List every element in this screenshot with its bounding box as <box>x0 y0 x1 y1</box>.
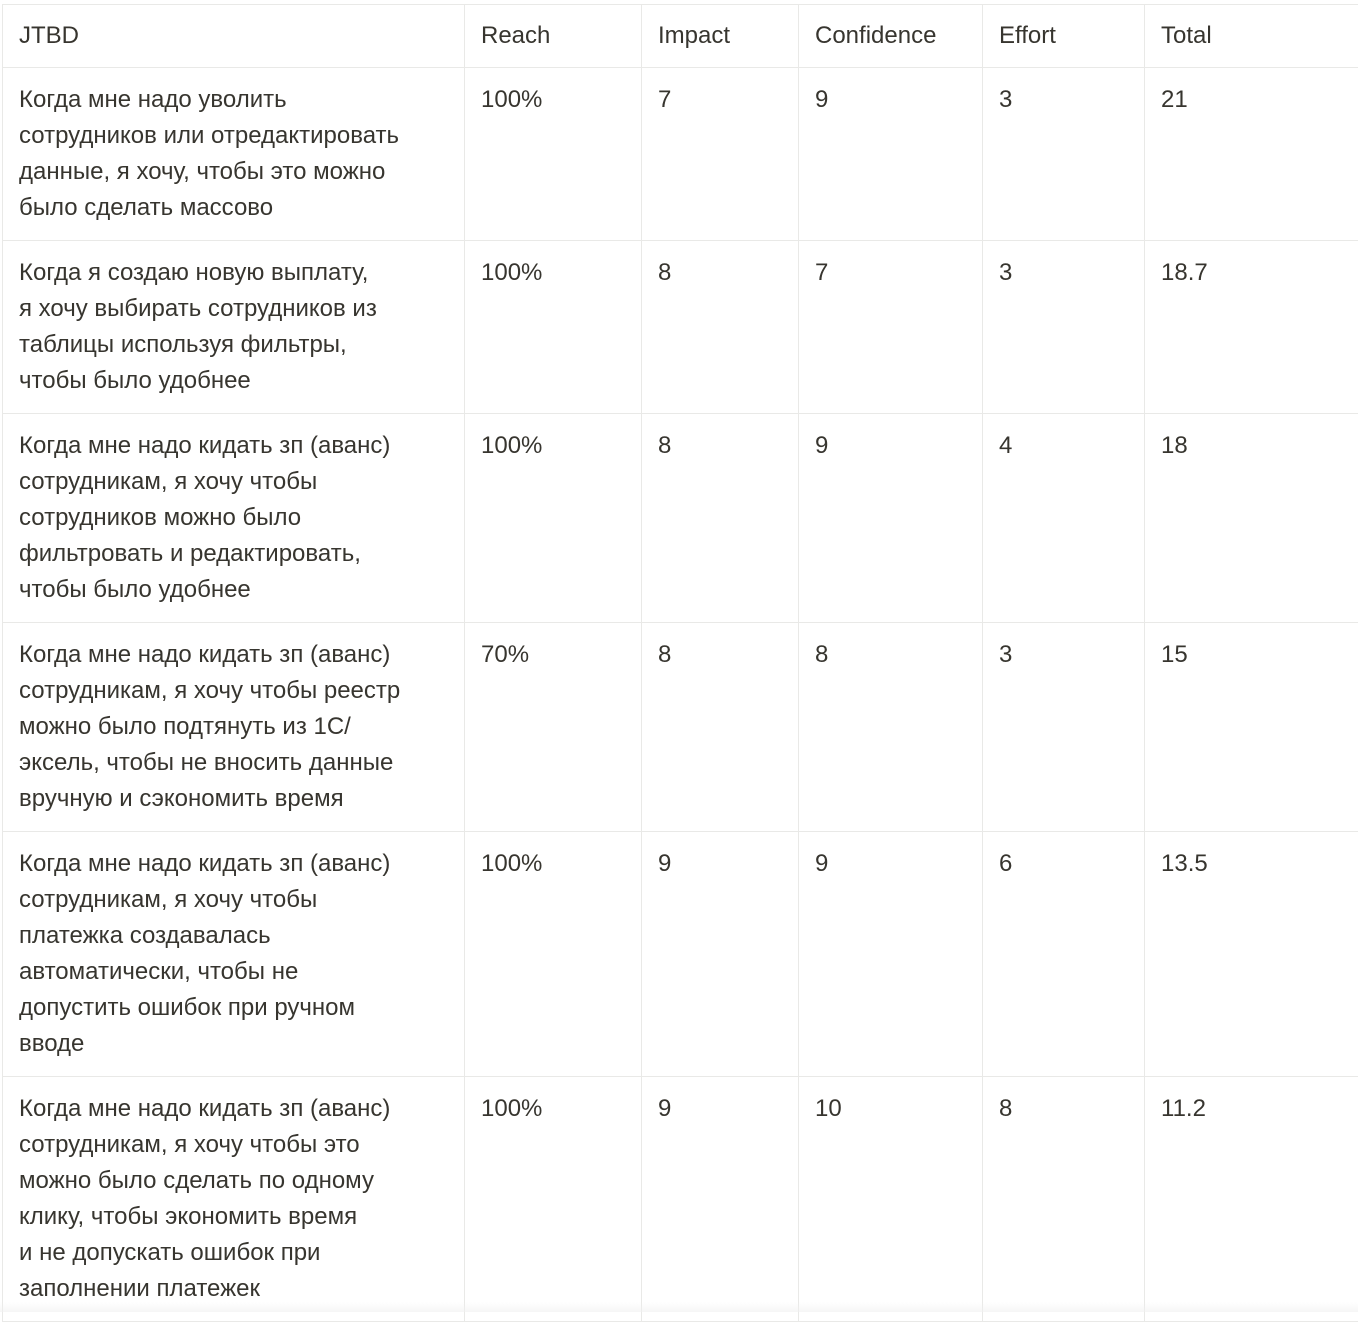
cell-reach[interactable]: 100% <box>465 68 642 241</box>
cell-total[interactable]: 18.7 <box>1145 241 1358 414</box>
cell-reach[interactable]: 100% <box>465 414 642 623</box>
header-jtbd[interactable]: JTBD <box>3 5 465 68</box>
cell-jtbd[interactable]: Когда я создаю новую выплату, я хочу выбирать сотрудников из таблицы используя фильтры, чтобы было удобнее <box>3 241 465 414</box>
cell-impact[interactable]: 9 <box>642 1077 799 1322</box>
cell-jtbd[interactable]: Когда мне надо кидать зп (аванс) сотрудникам, я хочу чтобы платежка создавалась автоматически, чтобы не допустить ошибок при ручном вводе <box>3 832 465 1077</box>
cell-confidence[interactable]: 8 <box>799 623 983 832</box>
cell-jtbd[interactable]: Когда мне надо кидать зп (аванс) сотрудникам, я хочу чтобы сотрудников можно было фильтровать и редактировать, чтобы было удобнее <box>3 414 465 623</box>
cell-effort[interactable]: 6 <box>983 832 1145 1077</box>
table-row <box>3 414 1358 623</box>
cell-impact[interactable]: 8 <box>642 414 799 623</box>
cell-impact[interactable]: 8 <box>642 623 799 832</box>
cell-effort[interactable]: 8 <box>983 1077 1145 1322</box>
cell-effort[interactable]: 3 <box>983 241 1145 414</box>
header-effort[interactable]: Effort <box>983 5 1145 68</box>
cell-confidence[interactable]: 9 <box>799 832 983 1077</box>
cell-total[interactable]: 11.2 <box>1145 1077 1358 1322</box>
cell-jtbd[interactable]: Когда мне надо уволить сотрудников или отредактировать данные, я хочу, чтобы это можно было сделать массово <box>3 68 465 241</box>
cell-effort[interactable]: 3 <box>983 623 1145 832</box>
rice-table <box>2 4 1358 1322</box>
header-confidence[interactable]: Confidence <box>799 5 983 68</box>
table-row <box>3 68 1358 241</box>
cell-total[interactable]: 18 <box>1145 414 1358 623</box>
rice-table-container <box>2 4 1358 1322</box>
cell-jtbd[interactable]: Когда мне надо кидать зп (аванс) сотрудникам, я хочу чтобы это можно было сделать по одному клику, чтобы экономить время и не допускать ошибок при заполнении платежек <box>3 1077 465 1322</box>
cell-impact[interactable]: 7 <box>642 68 799 241</box>
header-reach[interactable]: Reach <box>465 5 642 68</box>
cell-confidence[interactable]: 7 <box>799 241 983 414</box>
table-row <box>3 832 1358 1077</box>
cell-reach[interactable]: 100% <box>465 241 642 414</box>
cell-reach[interactable]: 70% <box>465 623 642 832</box>
cell-total[interactable]: 21 <box>1145 68 1358 241</box>
cell-effort[interactable]: 3 <box>983 68 1145 241</box>
cell-impact[interactable]: 9 <box>642 832 799 1077</box>
header-impact[interactable]: Impact <box>642 5 799 68</box>
cell-confidence[interactable]: 9 <box>799 414 983 623</box>
cell-reach[interactable]: 100% <box>465 1077 642 1322</box>
cell-confidence[interactable]: 10 <box>799 1077 983 1322</box>
cell-confidence[interactable]: 9 <box>799 68 983 241</box>
table-header-row <box>3 5 1358 68</box>
cell-total[interactable]: 15 <box>1145 623 1358 832</box>
cell-effort[interactable]: 4 <box>983 414 1145 623</box>
cell-impact[interactable]: 8 <box>642 241 799 414</box>
cell-jtbd[interactable]: Когда мне надо кидать зп (аванс) сотрудникам, я хочу чтобы реестр можно было подтянуть из 1С/ эксель, чтобы не вносить данные вручную и сэкономить время <box>3 623 465 832</box>
table-row <box>3 623 1358 832</box>
header-total[interactable]: Total <box>1145 5 1358 68</box>
table-row <box>3 1077 1358 1322</box>
cell-reach[interactable]: 100% <box>465 832 642 1077</box>
cell-total[interactable]: 13.5 <box>1145 832 1358 1077</box>
table-row <box>3 241 1358 414</box>
